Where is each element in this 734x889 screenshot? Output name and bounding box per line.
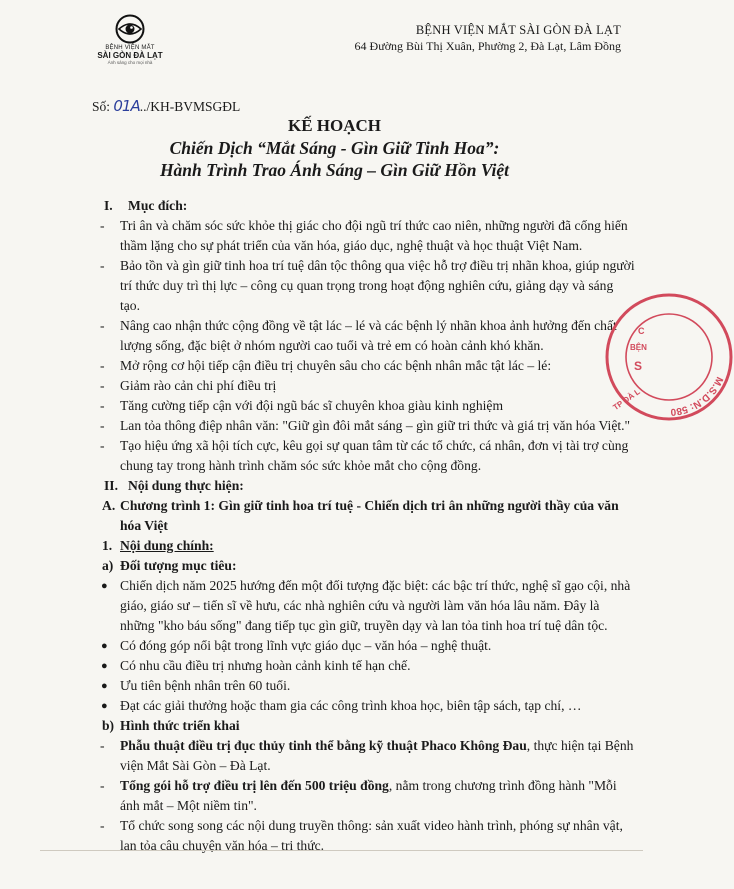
program-letter: A. bbox=[102, 498, 116, 513]
list-item bbox=[88, 376, 636, 396]
list-item-text: , nằm trong chương trình đồng hành "Mỗi ánh mắt – Một niềm tin". bbox=[120, 778, 617, 813]
section-heading bbox=[88, 476, 636, 496]
doc-number-handwritten: 01A bbox=[113, 97, 140, 115]
subsection-heading bbox=[88, 536, 636, 556]
dash-marker: - bbox=[100, 418, 105, 433]
section-number: I. bbox=[104, 198, 113, 213]
bullet-item bbox=[88, 696, 636, 716]
list-item-text: Lan tỏa thông điệp nhân văn: "Giữ gìn đôi mắt sáng – gìn giữ tri thức và giá trị văn hóa Việt." bbox=[120, 418, 631, 433]
stamp-text-4: TP ĐÀ L bbox=[611, 387, 642, 413]
stamp-text-3: S bbox=[634, 359, 643, 373]
subsection-number: 1. bbox=[102, 538, 113, 553]
list-item-text: Tổ chức song song các nội dung truyền thông: sản xuất video hành trình, phóng sự nhân vật, lan tỏa câu chuyện văn hóa – tri thức. bbox=[120, 818, 623, 853]
dash-marker: - bbox=[100, 258, 105, 273]
logo-text-top: BỆNH VIỆN MẮT bbox=[105, 45, 155, 51]
red-seal-stamp bbox=[604, 292, 734, 422]
subsection-title: Đối tượng mục tiêu: bbox=[120, 558, 237, 573]
list-item-text: , thực hiện tại Bệnh viện Mắt Sài Gòn – Đà Lạt. bbox=[120, 738, 634, 773]
list-item-text: Tri ân và chăm sóc sức khỏe thị giác cho đội ngũ trí thức cao niên, những người đã cống hiến thầm lặng cho sự phát triển của văn hóa, giáo dục, nghệ thuật và học thuật Việt Nam. bbox=[120, 218, 628, 253]
program-heading bbox=[88, 496, 636, 536]
bullet-text: Chiến dịch năm 2025 hướng đến một đối tượng đặc biệt: các bậc trí thức, nghệ sĩ gạo cội, nhà giáo, giáo sư – tiến sĩ về hưu, các nhà nghiên cứu và người làm văn hóa lâu năm. Đây là những "kho báu sống" đang tiếp tục gìn giữ, truyền dạy và lan tỏa tinh hoa trí tuệ dân tộc. bbox=[120, 578, 631, 633]
hospital-header bbox=[355, 22, 621, 54]
stamp-ring-text: M.S.D.N: 580 bbox=[670, 374, 725, 418]
eye-logo-icon bbox=[114, 14, 146, 44]
subsection-heading bbox=[88, 556, 636, 576]
list-item bbox=[88, 316, 636, 356]
doc-number-suffix: ../KH-BVMSGĐL bbox=[139, 99, 241, 114]
document-body bbox=[88, 196, 636, 856]
bullet-dot-icon: ● bbox=[101, 580, 108, 592]
logo-slogan: Ánh sáng cho mọi nhà bbox=[107, 60, 153, 65]
document-subtitle bbox=[0, 137, 669, 181]
list-item bbox=[88, 256, 636, 316]
doc-number-prefix: Số: bbox=[92, 99, 114, 114]
dash-marker: - bbox=[100, 778, 105, 793]
list-item-text: Tăng cường tiếp cận với đội ngũ bác sĩ chuyên khoa giàu kinh nghiệm bbox=[120, 398, 504, 413]
list-item-bold: Tổng gói hỗ trợ điều trị lên đến 500 triệu đồng bbox=[120, 778, 389, 793]
bullet-text: Có đóng góp nổi bật trong lĩnh vực giáo dục – văn hóa – nghệ thuật. bbox=[120, 638, 492, 653]
list-item bbox=[88, 216, 636, 256]
dash-marker: - bbox=[100, 818, 105, 833]
dash-marker: - bbox=[100, 318, 105, 333]
subtitle-line-2: Hành Trình Trao Ánh Sáng – Gìn Giữ Hồn Việt bbox=[159, 160, 510, 180]
dash-marker: - bbox=[100, 398, 105, 413]
subsection-letter: a) bbox=[102, 558, 114, 573]
subsection-heading bbox=[88, 716, 636, 736]
list-item bbox=[88, 776, 636, 816]
bullet-item bbox=[88, 676, 636, 696]
bullet-item bbox=[88, 636, 636, 656]
list-item bbox=[88, 396, 636, 416]
subtitle-line-1: Chiến Dịch “Mắt Sáng - Gìn Giữ Tinh Hoa”: bbox=[169, 138, 500, 158]
dash-marker: - bbox=[100, 218, 105, 233]
hospital-address: 64 Đường Bùi Thị Xuân, Phường 2, Đà Lạt, Lâm Đồng bbox=[354, 39, 621, 53]
dash-marker: - bbox=[100, 378, 105, 393]
document-number bbox=[92, 97, 240, 115]
document-title: KẾ HOẠCH bbox=[287, 116, 382, 135]
dash-marker: - bbox=[100, 358, 105, 373]
list-item bbox=[88, 416, 636, 436]
bullet-dot-icon: ● bbox=[101, 640, 108, 652]
list-item-text: Bảo tồn và gìn giữ tinh hoa trí tuệ dân tộc thông qua việc hỗ trợ điều trị nhãn khoa, giúp người trí thức duy trì thị lực – công cụ quan trọng trong hoạt động nghiên cứu, giảng dạy và sáng tạo. bbox=[120, 258, 635, 313]
list-item-text: Giảm rào cản chi phí điều trị bbox=[120, 378, 277, 393]
page-divider bbox=[40, 850, 643, 851]
list-item bbox=[88, 736, 636, 776]
hospital-name: BỆNH VIỆN MẮT SÀI GÒN ĐÀ LẠT bbox=[415, 23, 621, 37]
dash-marker: - bbox=[100, 438, 105, 453]
list-item-text: Tạo hiệu ứng xã hội tích cực, kêu gọi sự quan tâm từ các tổ chức, cá nhân, đơn vị tài trợ cùng chung tay trong hành trình chăm sóc sức khỏe mắt cho cộng đồng. bbox=[120, 438, 629, 473]
section-title: Mục đích: bbox=[128, 198, 188, 213]
list-item bbox=[88, 356, 636, 376]
subsection-title: Hình thức triển khai bbox=[120, 718, 240, 733]
subsection-letter: b) bbox=[102, 718, 115, 733]
bullet-item bbox=[88, 656, 636, 676]
logo-text-name: SÀI GÒN ĐÀ LẠT bbox=[97, 51, 163, 60]
stamp-text-1: C bbox=[638, 326, 645, 336]
bullet-dot-icon: ● bbox=[101, 680, 108, 692]
list-item bbox=[88, 436, 636, 476]
subsection-title: Nội dung chính: bbox=[120, 538, 214, 553]
section-number: II. bbox=[104, 478, 118, 493]
hospital-logo bbox=[92, 14, 168, 65]
bullet-item bbox=[88, 576, 636, 636]
stamp-text-2: BỆN bbox=[630, 343, 647, 352]
bullet-text: Đạt các giải thưởng hoặc tham gia các công trình khoa học, biên tập sách, tạp chí, … bbox=[120, 698, 582, 713]
program-title: Chương trình 1: Gìn giữ tinh hoa trí tuệ - Chiến dịch tri ân những người thầy của văn hóa Việt bbox=[120, 498, 619, 533]
section-heading bbox=[88, 196, 636, 216]
list-item-bold: Phẫu thuật điều trị đục thủy tinh thể bằng kỹ thuật Phaco Không Đau bbox=[120, 738, 527, 753]
bullet-text: Ưu tiên bệnh nhân trên 60 tuổi. bbox=[120, 678, 291, 693]
section-title: Nội dung thực hiện: bbox=[128, 478, 244, 493]
bullet-dot-icon: ● bbox=[101, 700, 108, 712]
bullet-dot-icon: ● bbox=[101, 660, 108, 672]
list-item-text: Mở rộng cơ hội tiếp cận điều trị chuyên sâu cho các bệnh nhân mắc tật lác – lé: bbox=[120, 358, 552, 373]
list-item-text: Nâng cao nhận thức cộng đồng về tật lác – lé và các bệnh lý nhãn khoa ảnh hưởng đến chất lượng sống, đặc biệt ở nhóm người cao tuổi và trẻ em có hoàn cảnh khó khăn. bbox=[120, 318, 617, 353]
bullet-text: Có nhu cầu điều trị nhưng hoàn cảnh kinh tế hạn chế. bbox=[120, 658, 411, 673]
dash-marker: - bbox=[100, 738, 105, 753]
